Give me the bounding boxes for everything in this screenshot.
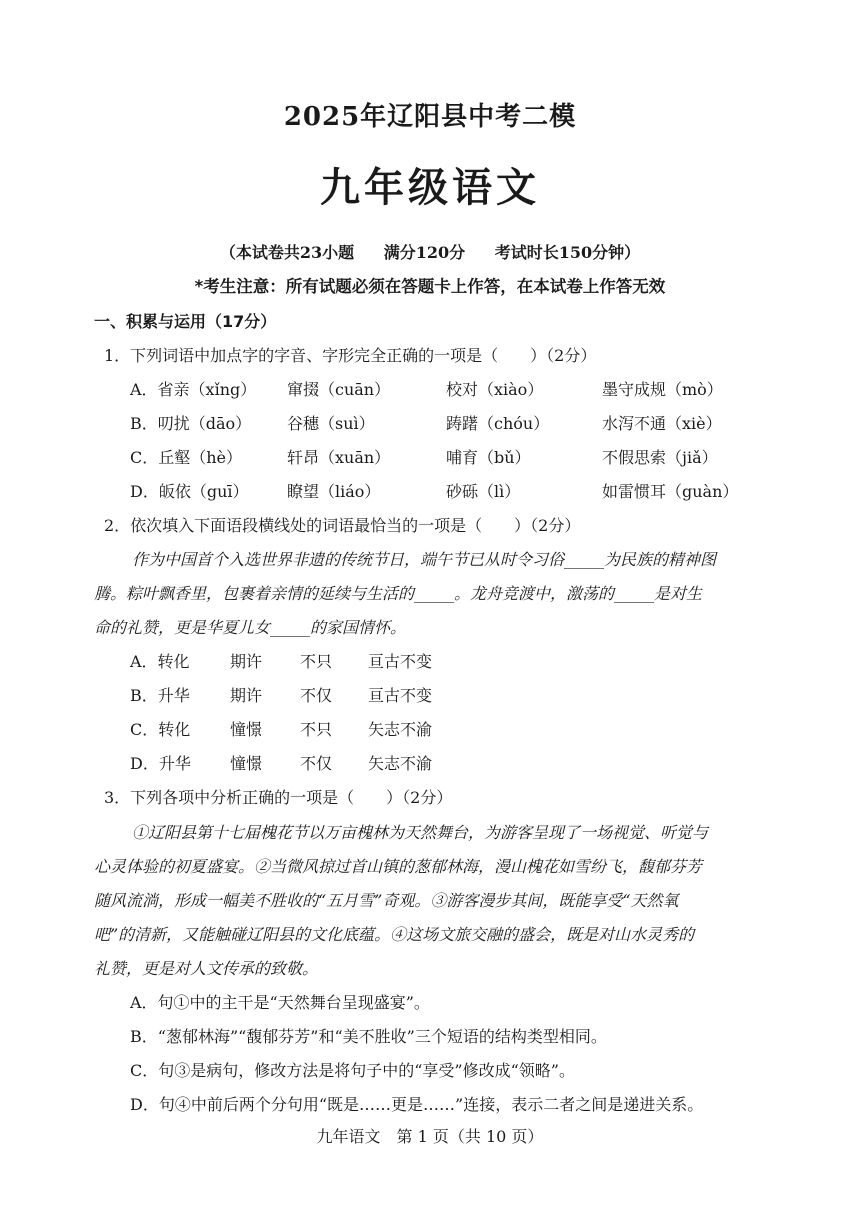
question-3-passage-line: 吧”的清新，又能触碰辽阳县的文化底蕴。④这场文旅交融的盛会，既是对山水灵秀的 [94, 925, 695, 944]
section-heading: 一、积累与运用（17分） [94, 312, 277, 331]
option-word: 憧憬 [230, 720, 263, 739]
question-2-passage-line: 作为中国首个入选世界非遗的传统节日，端午节已从时令习俗_____为民族的精神图 [132, 550, 717, 569]
option-word: 矢志不渝 [368, 720, 433, 739]
option-word: 墨守成规（mò） [602, 380, 723, 399]
option-word: 不仅 [300, 686, 333, 705]
option-word: B．叨扰（dāo） [130, 414, 252, 433]
question-2-stem: 2．依次填入下面语段横线处的词语最恰当的一项是（ ）（2分） [104, 516, 581, 535]
option-word: 亘古不变 [368, 686, 433, 705]
exam-title: 2025年辽阳县中考二模 [283, 102, 577, 132]
option-word: C．丘壑（hè） [130, 448, 243, 467]
option-word: B．升华 [130, 686, 190, 705]
question-3-passage-line: 心灵体验的初夏盛宴。②当微风掠过首山镇的葱郁林海，漫山槐花如雪纷飞，馥郁芬芳 [94, 857, 703, 876]
option-word: 轩昂（xuān） [287, 448, 391, 467]
option-word: 亘古不变 [368, 652, 433, 671]
option-word: C．转化 [130, 720, 191, 739]
option-word: D．升华 [130, 754, 191, 773]
option-word: 憧憬 [230, 754, 263, 773]
question-1-stem: 1．下列词语中加点字的字音、字形完全正确的一项是（ ）（2分） [104, 346, 597, 365]
option-word: 水泻不通（xiè） [602, 414, 722, 433]
exam-notice: *考生注意：所有试题必须在答题卡上作答，在本试卷上作答无效 [194, 277, 666, 296]
question-3-passage-line: 随风流淌，形成一幅美不胜收的“五月雪”奇观。③游客漫步其间，既能享受“天然氧 [94, 891, 679, 910]
option-word: A．省亲（xǐng） [130, 380, 257, 399]
question-3-passage-line: ①辽阳县第十七届槐花节以万亩槐林为天然舞台，为游客呈现了一场视觉、听觉与 [132, 823, 709, 842]
option-word: 不只 [300, 720, 333, 739]
option-word: 不假思索（jiǎ） [602, 448, 718, 467]
question-3-option-d: D．句④中前后两个分句用“既是……更是……”连接，表示二者之间是递进关系。 [130, 1095, 704, 1114]
option-word: 校对（xiào） [446, 380, 544, 399]
subject-title: 九年级语文 [320, 164, 540, 211]
option-word: 如雷惯耳（guàn） [602, 482, 739, 501]
page-footer: 九年语文 第 1 页（共 10 页） [316, 1127, 544, 1146]
option-word: 谷穗（suì） [287, 414, 375, 433]
info-duration: 考试时长150分钟） [494, 243, 641, 262]
option-word: 矢志不渝 [368, 754, 433, 773]
question-3-stem: 3．下列各项中分析正确的一项是（ ）（2分） [104, 788, 453, 807]
option-word: 期许 [230, 652, 263, 671]
option-word: A．转化 [130, 652, 190, 671]
info-full-score: 满分120分 [383, 243, 466, 262]
question-3-passage-line: 礼赞，更是对人文传承的致敬。 [94, 959, 319, 978]
option-word: 踌躇（chóu） [446, 414, 550, 433]
option-word: 窜掇（cuān） [287, 380, 391, 399]
option-word: 砂砾（lì） [446, 482, 521, 501]
exam-info [0, 240, 860, 263]
option-word: 不只 [300, 652, 333, 671]
question-3-option-a: A．句①中的主干是“天然舞台呈现盛宴”。 [130, 993, 430, 1012]
option-word: 不仅 [300, 754, 333, 773]
option-word: 期许 [230, 686, 263, 705]
question-2-passage-line: 命的礼赞，更是华夏儿女_____的家国情怀。 [94, 618, 407, 637]
option-word: D．皈依（guī） [130, 482, 249, 501]
option-word: 瞭望（liáo） [287, 482, 381, 501]
question-3-option-c: C．句③是病句，修改方法是将句子中的“享受”修改成“领略”。 [130, 1061, 575, 1080]
option-word: 哺育（bǔ） [446, 448, 531, 467]
question-2-passage-line: 腾。粽叶飘香里，包裹着亲情的延续与生活的_____。龙舟竞渡中，激荡的_____是对生 [94, 584, 703, 603]
info-question-count: （本试卷共23小题 [219, 243, 355, 262]
question-3-option-b: B．“葱郁林海”“馥郁芬芳”和“美不胜收”三个短语的结构类型相同。 [130, 1027, 607, 1046]
